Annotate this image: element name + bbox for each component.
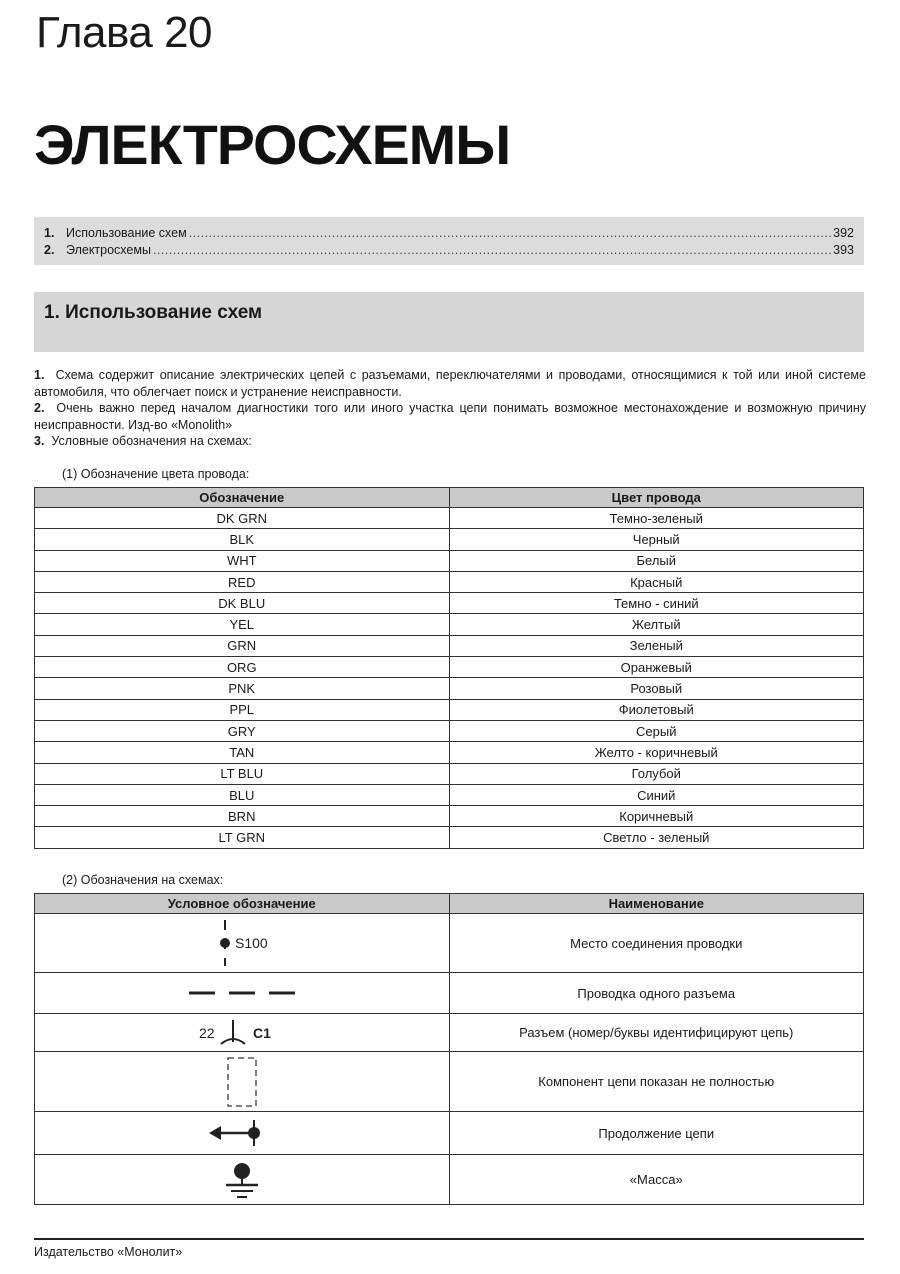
symbol-cell — [35, 1014, 450, 1052]
symbol-cell — [35, 1155, 450, 1205]
toc-number: 2. — [44, 243, 55, 257]
table-row — [35, 529, 864, 550]
chapter-heading: Глава 20 — [36, 8, 213, 57]
symbol-cell — [35, 1052, 450, 1112]
color-code-cell: BLU — [35, 784, 450, 805]
color-code-cell: RED — [35, 571, 450, 592]
color-name-cell: Красный — [449, 571, 864, 592]
splice-label: S100 — [234, 935, 268, 951]
intro-paragraphs — [34, 367, 866, 450]
color-name-cell: Темно - синий — [449, 593, 864, 614]
table-row — [35, 763, 864, 784]
symbols-table-caption: (2) Обозначения на схемах: — [62, 873, 224, 887]
color-code-cell: ORG — [35, 657, 450, 678]
footer-divider — [34, 1238, 864, 1240]
paragraph — [34, 367, 866, 400]
column-header: Условное обозначение — [35, 894, 450, 914]
connector-icon — [197, 1018, 287, 1048]
color-table-caption: (1) Обозначение цвета провода: — [62, 467, 250, 481]
toc-leader — [153, 243, 831, 257]
color-name-cell: Коричневый — [449, 806, 864, 827]
column-header: Наименование — [449, 894, 864, 914]
partial-component-icon — [222, 1055, 262, 1109]
color-code-cell: WHT — [35, 550, 450, 571]
splice-icon — [207, 918, 277, 968]
paragraph — [34, 433, 866, 450]
connector-number: 22 — [198, 1024, 215, 1041]
table-row — [35, 614, 864, 635]
column-header: Обозначение — [35, 488, 450, 508]
symbol-name: Место соединения проводки — [449, 914, 864, 973]
paragraph-number: 2. — [34, 401, 45, 415]
paragraph-text: Условные обозначения на схемах: — [51, 434, 252, 448]
toc-label: Использование схем — [66, 226, 187, 240]
table-row — [35, 550, 864, 571]
symbols-table — [34, 893, 864, 1205]
color-name-cell: Розовый — [449, 678, 864, 699]
color-name-cell: Желтый — [449, 614, 864, 635]
footer-publisher: Издательство «Монолит» — [34, 1245, 183, 1259]
table-row — [35, 571, 864, 592]
section-title: 1. Использование схем — [44, 302, 263, 323]
connector-label: C1 — [252, 1024, 271, 1041]
toc-number: 1. — [44, 226, 55, 240]
table-row — [35, 508, 864, 529]
paragraph-number: 3. — [34, 434, 45, 448]
symbol-name: «Масса» — [449, 1155, 864, 1205]
dashed-wire-icon — [187, 983, 297, 1003]
table-row — [35, 1052, 864, 1112]
wire-color-table — [34, 487, 864, 849]
paragraph-number: 1. — [34, 368, 45, 382]
table-row — [35, 1014, 864, 1052]
color-code-cell: LT GRN — [35, 827, 450, 848]
table-row — [35, 784, 864, 805]
color-name-cell: Зеленый — [449, 635, 864, 656]
symbol-name: Компонент цепи показан не полностью — [449, 1052, 864, 1112]
color-name-cell: Желто - коричневый — [449, 742, 864, 763]
table-row — [35, 742, 864, 763]
ground-icon — [217, 1159, 267, 1201]
color-code-cell: TAN — [35, 742, 450, 763]
table-row — [35, 1155, 864, 1205]
color-code-cell: GRN — [35, 635, 450, 656]
color-name-cell: Черный — [449, 529, 864, 550]
paragraph-text: Очень важно перед началом диагностики того или иного участка цепи понимать возможное местонахождение и возможную причину неисправности. Изд-во «Monolith» — [34, 401, 866, 432]
symbol-cell — [35, 1112, 450, 1155]
table-row — [35, 699, 864, 720]
symbol-cell — [35, 914, 450, 973]
table-row — [35, 657, 864, 678]
color-name-cell: Белый — [449, 550, 864, 571]
wire-color-rows — [35, 508, 864, 849]
symbol-name: Проводка одного разъема — [449, 973, 864, 1014]
toc-leader — [189, 226, 831, 240]
color-name-cell: Серый — [449, 720, 864, 741]
color-name-cell: Синий — [449, 784, 864, 805]
symbol-name: Продолжение цепи — [449, 1112, 864, 1155]
table-row — [35, 827, 864, 848]
page-title: ЭЛЕКТРОСХЕМЫ — [34, 113, 511, 176]
toc-label: Электросхемы — [66, 243, 151, 257]
color-code-cell: DK BLU — [35, 593, 450, 614]
paragraph-text: Схема содержит описание электрических цепей с разъемами, переключателями и проводами, относящимися к той или иной системе автомобиля, что облегчает поиск и устранение неисправности. — [34, 368, 866, 399]
color-code-cell: BRN — [35, 806, 450, 827]
symbol-cell — [35, 973, 450, 1014]
color-name-cell: Голубой — [449, 763, 864, 784]
color-code-cell: BLK — [35, 529, 450, 550]
table-row — [35, 914, 864, 973]
toc-page: 393 — [833, 243, 854, 257]
color-name-cell: Темно-зеленый — [449, 508, 864, 529]
table-row — [35, 806, 864, 827]
color-code-cell: GRY — [35, 720, 450, 741]
toc-page: 392 — [833, 226, 854, 240]
paragraph — [34, 400, 866, 433]
color-code-cell: LT BLU — [35, 763, 450, 784]
table-header-row — [35, 488, 864, 508]
table-row — [35, 678, 864, 699]
table-row — [35, 593, 864, 614]
table-row — [35, 635, 864, 656]
symbol-name: Разъем (номер/буквы идентифицируют цепь) — [449, 1014, 864, 1052]
toc-item[interactable] — [44, 243, 854, 259]
continuation-arrow-icon — [207, 1116, 277, 1150]
table-header-row — [35, 894, 864, 914]
table-of-contents — [34, 217, 864, 265]
color-code-cell: PNK — [35, 678, 450, 699]
color-code-cell: YEL — [35, 614, 450, 635]
table-row — [35, 720, 864, 741]
color-code-cell: PPL — [35, 699, 450, 720]
column-header: Цвет провода — [449, 488, 864, 508]
section-header — [34, 292, 864, 352]
toc-item[interactable] — [44, 226, 854, 242]
color-code-cell: DK GRN — [35, 508, 450, 529]
color-name-cell: Фиолетовый — [449, 699, 864, 720]
color-name-cell: Оранжевый — [449, 657, 864, 678]
table-row — [35, 1112, 864, 1155]
table-row — [35, 973, 864, 1014]
color-name-cell: Светло - зеленый — [449, 827, 864, 848]
